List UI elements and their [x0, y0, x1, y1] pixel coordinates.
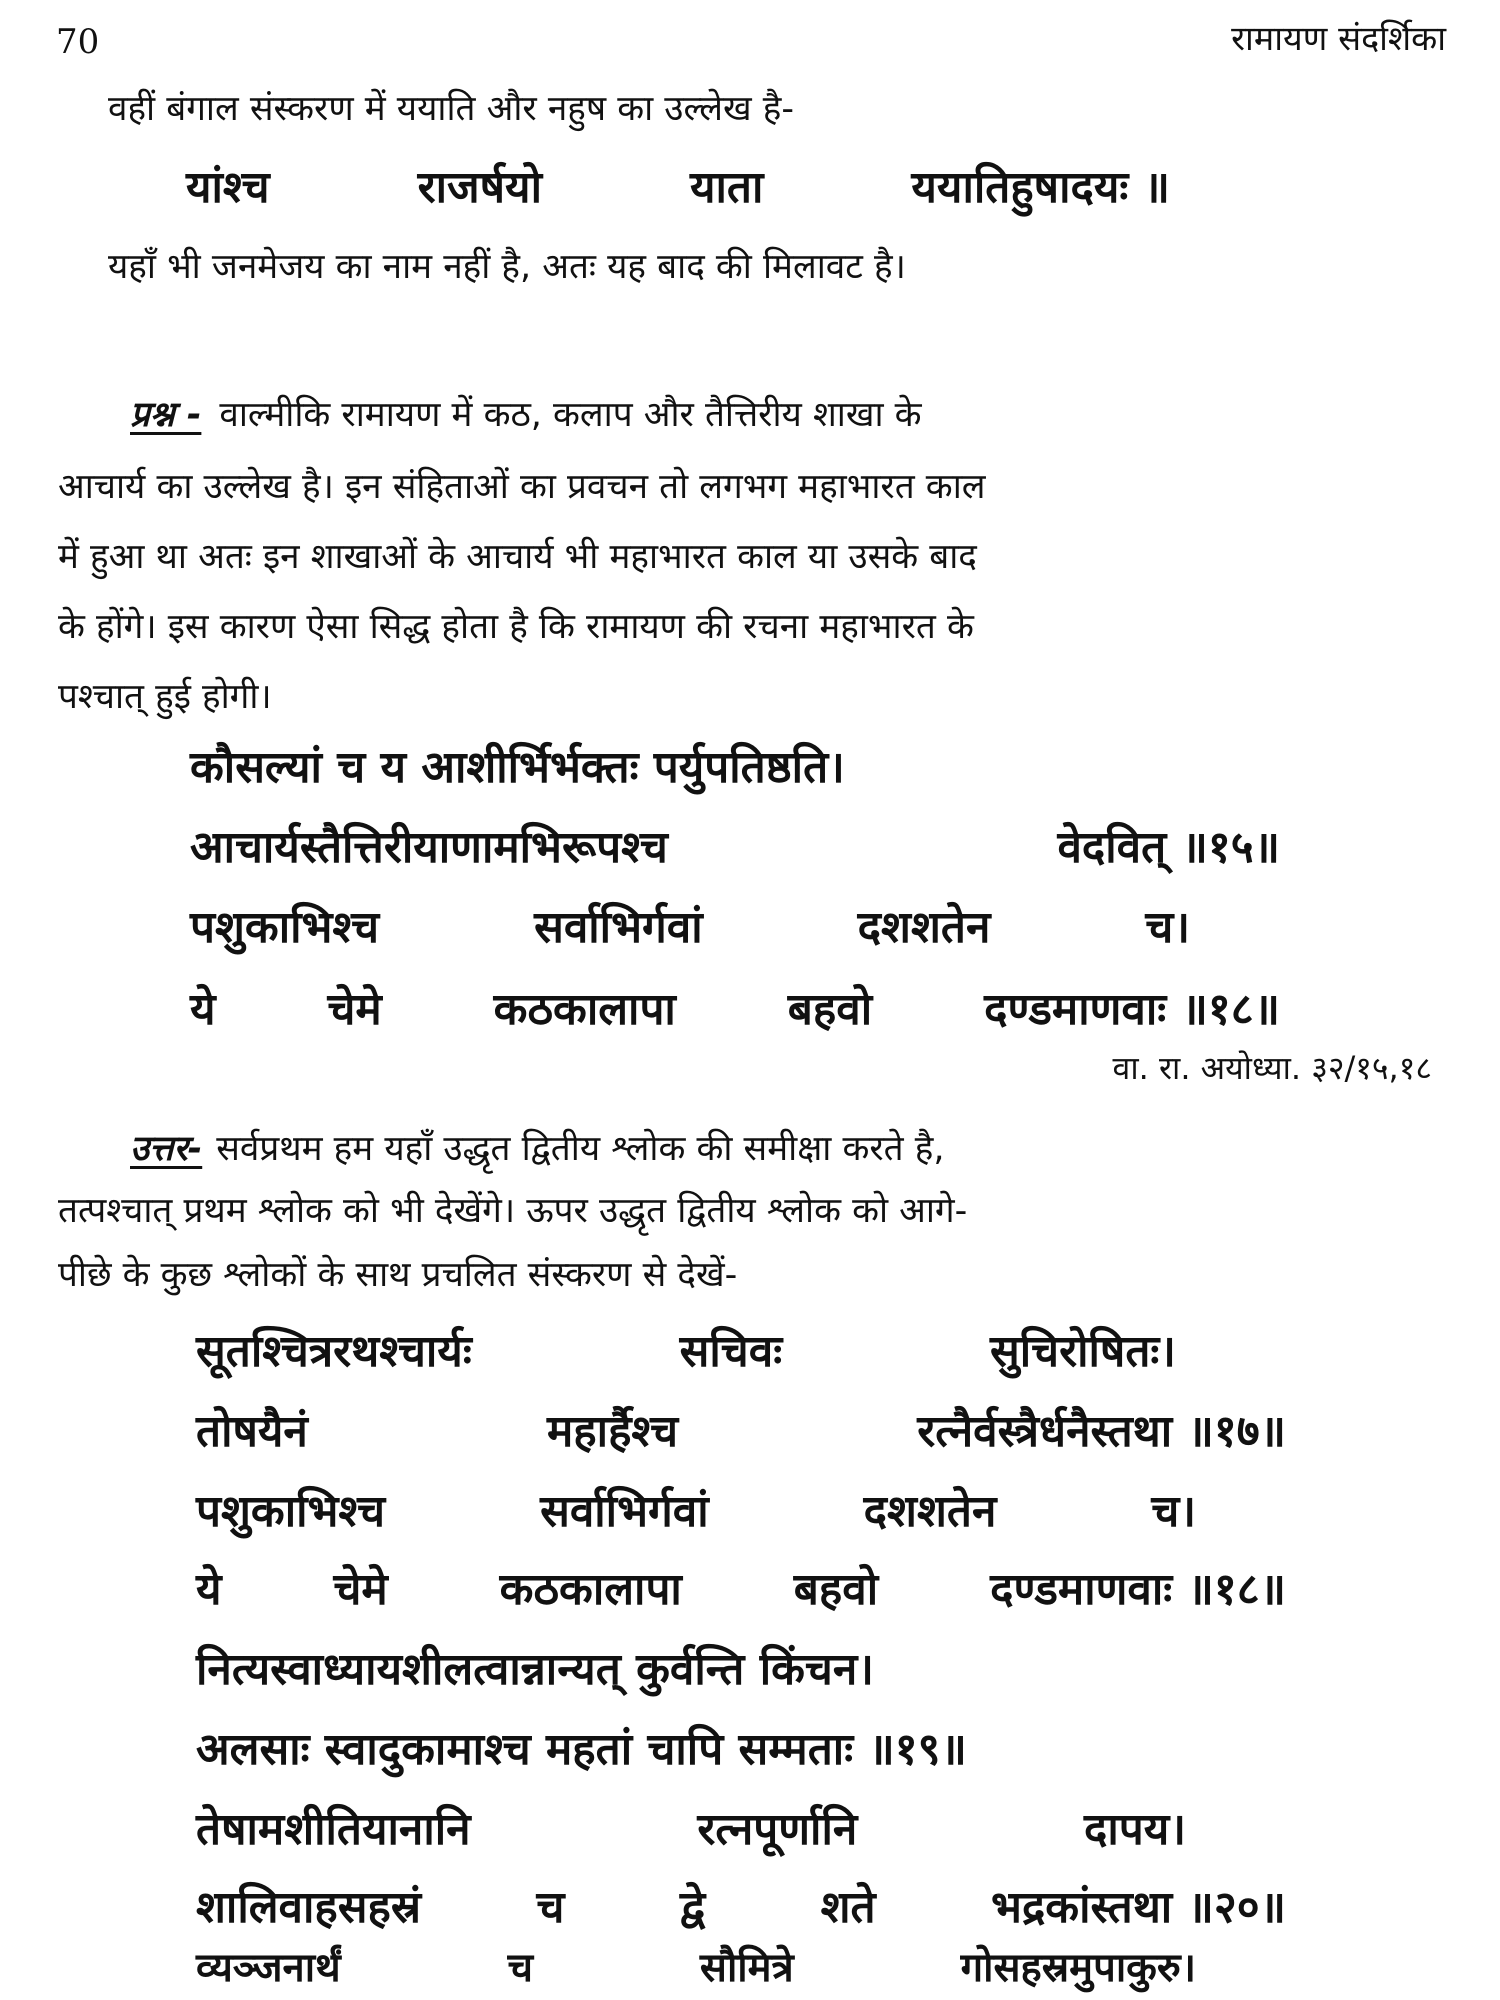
verse-word: चेमे: [333, 1564, 388, 1615]
question-line-3: में हुआ था अतः इन शाखाओं के आचार्य भी महाभारत काल या उसके बाद: [58, 537, 977, 577]
verse-word: दण्डमाणवाः ॥१८॥: [990, 1564, 1286, 1615]
question-verse-4: [190, 984, 1280, 1035]
verse-word: दशशतेन: [863, 1486, 997, 1537]
verse-word: कठकालापा: [499, 1564, 682, 1615]
answer-line-1: [130, 1129, 1442, 1169]
intro-verse-word: ययातिहुषादयः ॥: [911, 162, 1170, 213]
verse-word: च।: [1151, 1486, 1196, 1537]
verse-word: बहवो: [793, 1564, 879, 1615]
verse-word: चेमे: [327, 984, 382, 1035]
question-line-5: पश्चात् हुई होगी।: [58, 677, 272, 717]
page-number: 70: [56, 22, 100, 62]
verse-word: रत्नपूर्णानि: [697, 1804, 858, 1855]
verse-word: पशुकाभिश्च: [190, 902, 380, 953]
question-verse-2: [190, 822, 1280, 873]
verse-word: बहवो: [787, 984, 873, 1035]
answer-line-3: पीछे के कुछ श्लोकों के साथ प्रचलित संस्करण से देखें-: [58, 1255, 738, 1295]
verse-word: ये: [190, 984, 216, 1035]
verse-word: तेषामशीतियानानि: [196, 1804, 471, 1855]
verse-word: सर्वाभिर्गवां: [540, 1486, 709, 1537]
verse-text: नित्यस्वाध्यायशीलत्वान्नान्यत् कुर्वन्ति किंचन।: [196, 1644, 874, 1695]
verse-word: द्वे: [679, 1882, 706, 1933]
answer-verse-3: [196, 1486, 1196, 1537]
intro-verse: [186, 162, 1170, 213]
verse-word: आचार्यस्तैत्तिरीयाणामभिरूपश्च: [190, 822, 668, 873]
answer-verse-6: [196, 1724, 967, 1775]
answer-text: सर्वप्रथम हम यहाँ उद्धृत द्वितीय श्लोक की समीक्षा करते है,: [216, 1129, 945, 1169]
verse-word: शालिवाहसहस्रं: [196, 1882, 422, 1933]
verse-word: ये: [196, 1564, 222, 1615]
verse-word: शते: [820, 1882, 876, 1933]
verse-text: कौसल्यां च य आशीर्भिर्भक्तः पर्युपतिष्ठति।: [190, 742, 845, 793]
question-verse-3: [190, 902, 1190, 953]
question-label: प्रश्न -: [130, 395, 202, 435]
verse-word: दण्डमाणवाः ॥१८॥: [984, 984, 1280, 1035]
question-verse-1: [190, 742, 845, 793]
verse-word: दापय।: [1084, 1804, 1186, 1855]
verse-text: अलसाः स्वादुकामाश्च महतां चापि सम्मताः ॥१९॥: [196, 1724, 967, 1775]
question-text: वाल्मीकि रामायण में कठ, कलाप और तैत्तिरीय शाखा के: [219, 395, 922, 435]
verse-word: भद्रकांस्तथा ॥२०॥: [991, 1882, 1286, 1933]
verse-word: व्यञ्जनार्थं: [196, 1945, 341, 1991]
verse-word: च: [507, 1945, 533, 1991]
intro-verse-word: राजर्षयो: [417, 162, 542, 213]
running-title: रामायण संदर्शिका: [1231, 19, 1446, 59]
answer-verse-2: [196, 1406, 1286, 1457]
verse-word: च।: [1145, 902, 1190, 953]
question-line-4: के होंगे। इस कारण ऐसा सिद्ध होता है कि रामायण की रचना महाभारत के: [58, 607, 974, 647]
verse-word: तोषयैनं: [196, 1406, 308, 1457]
verse-word: कठकालापा: [493, 984, 676, 1035]
intro-line-2: यहाँ भी जनमेजय का नाम नहीं है, अतः यह बाद की मिलावट है।: [108, 247, 906, 287]
verse-word: सचिवः: [679, 1326, 783, 1377]
verse-word: रत्नैर्वस्त्रैर्धनैस्तथा ॥१७॥: [917, 1406, 1286, 1457]
intro-verse-word: यांश्च: [186, 162, 270, 213]
answer-line-2: तत्पश्चात् प्रथम श्लोक को भी देखेंगे। ऊपर उद्धृत द्वितीय श्लोक को आगे-: [58, 1191, 968, 1231]
verse-word: सर्वाभिर्गवां: [534, 902, 703, 953]
question-line-1: [130, 395, 1442, 435]
question-line-2: आचार्य का उल्लेख है। इन संहिताओं का प्रवचन तो लगभग महाभारत काल: [58, 467, 986, 507]
answer-verse-8: [196, 1882, 1286, 1933]
verse-word: च: [536, 1882, 565, 1933]
answer-verse-9: [196, 1945, 1196, 1991]
verse-word: गोसहस्रमुपाकुरु।: [960, 1945, 1196, 1991]
verse-word: पशुकाभिश्च: [196, 1486, 386, 1537]
verse-word: महार्हैश्च: [547, 1406, 679, 1457]
verse-word: दशशतेन: [857, 902, 991, 953]
answer-verse-4: [196, 1564, 1286, 1615]
citation: वा. रा. अयोध्या. ३२/१५,१८: [1112, 1049, 1432, 1087]
verse-word: वेदवित् ॥१५॥: [1057, 822, 1280, 873]
answer-verse-5: [196, 1644, 874, 1695]
intro-verse-word: याता: [689, 162, 764, 213]
verse-word: सूतश्चित्ररथश्चार्यः: [196, 1326, 472, 1377]
answer-verse-7: [196, 1804, 1186, 1855]
answer-label: उत्तर-: [130, 1129, 203, 1169]
verse-word: सुचिरोषितः।: [990, 1326, 1176, 1377]
answer-verse-1: [196, 1326, 1176, 1377]
intro-line-1: वहीं बंगाल संस्करण में ययाति और नहुष का उल्लेख है-: [108, 89, 794, 129]
verse-word: सौमित्रे: [699, 1945, 794, 1991]
